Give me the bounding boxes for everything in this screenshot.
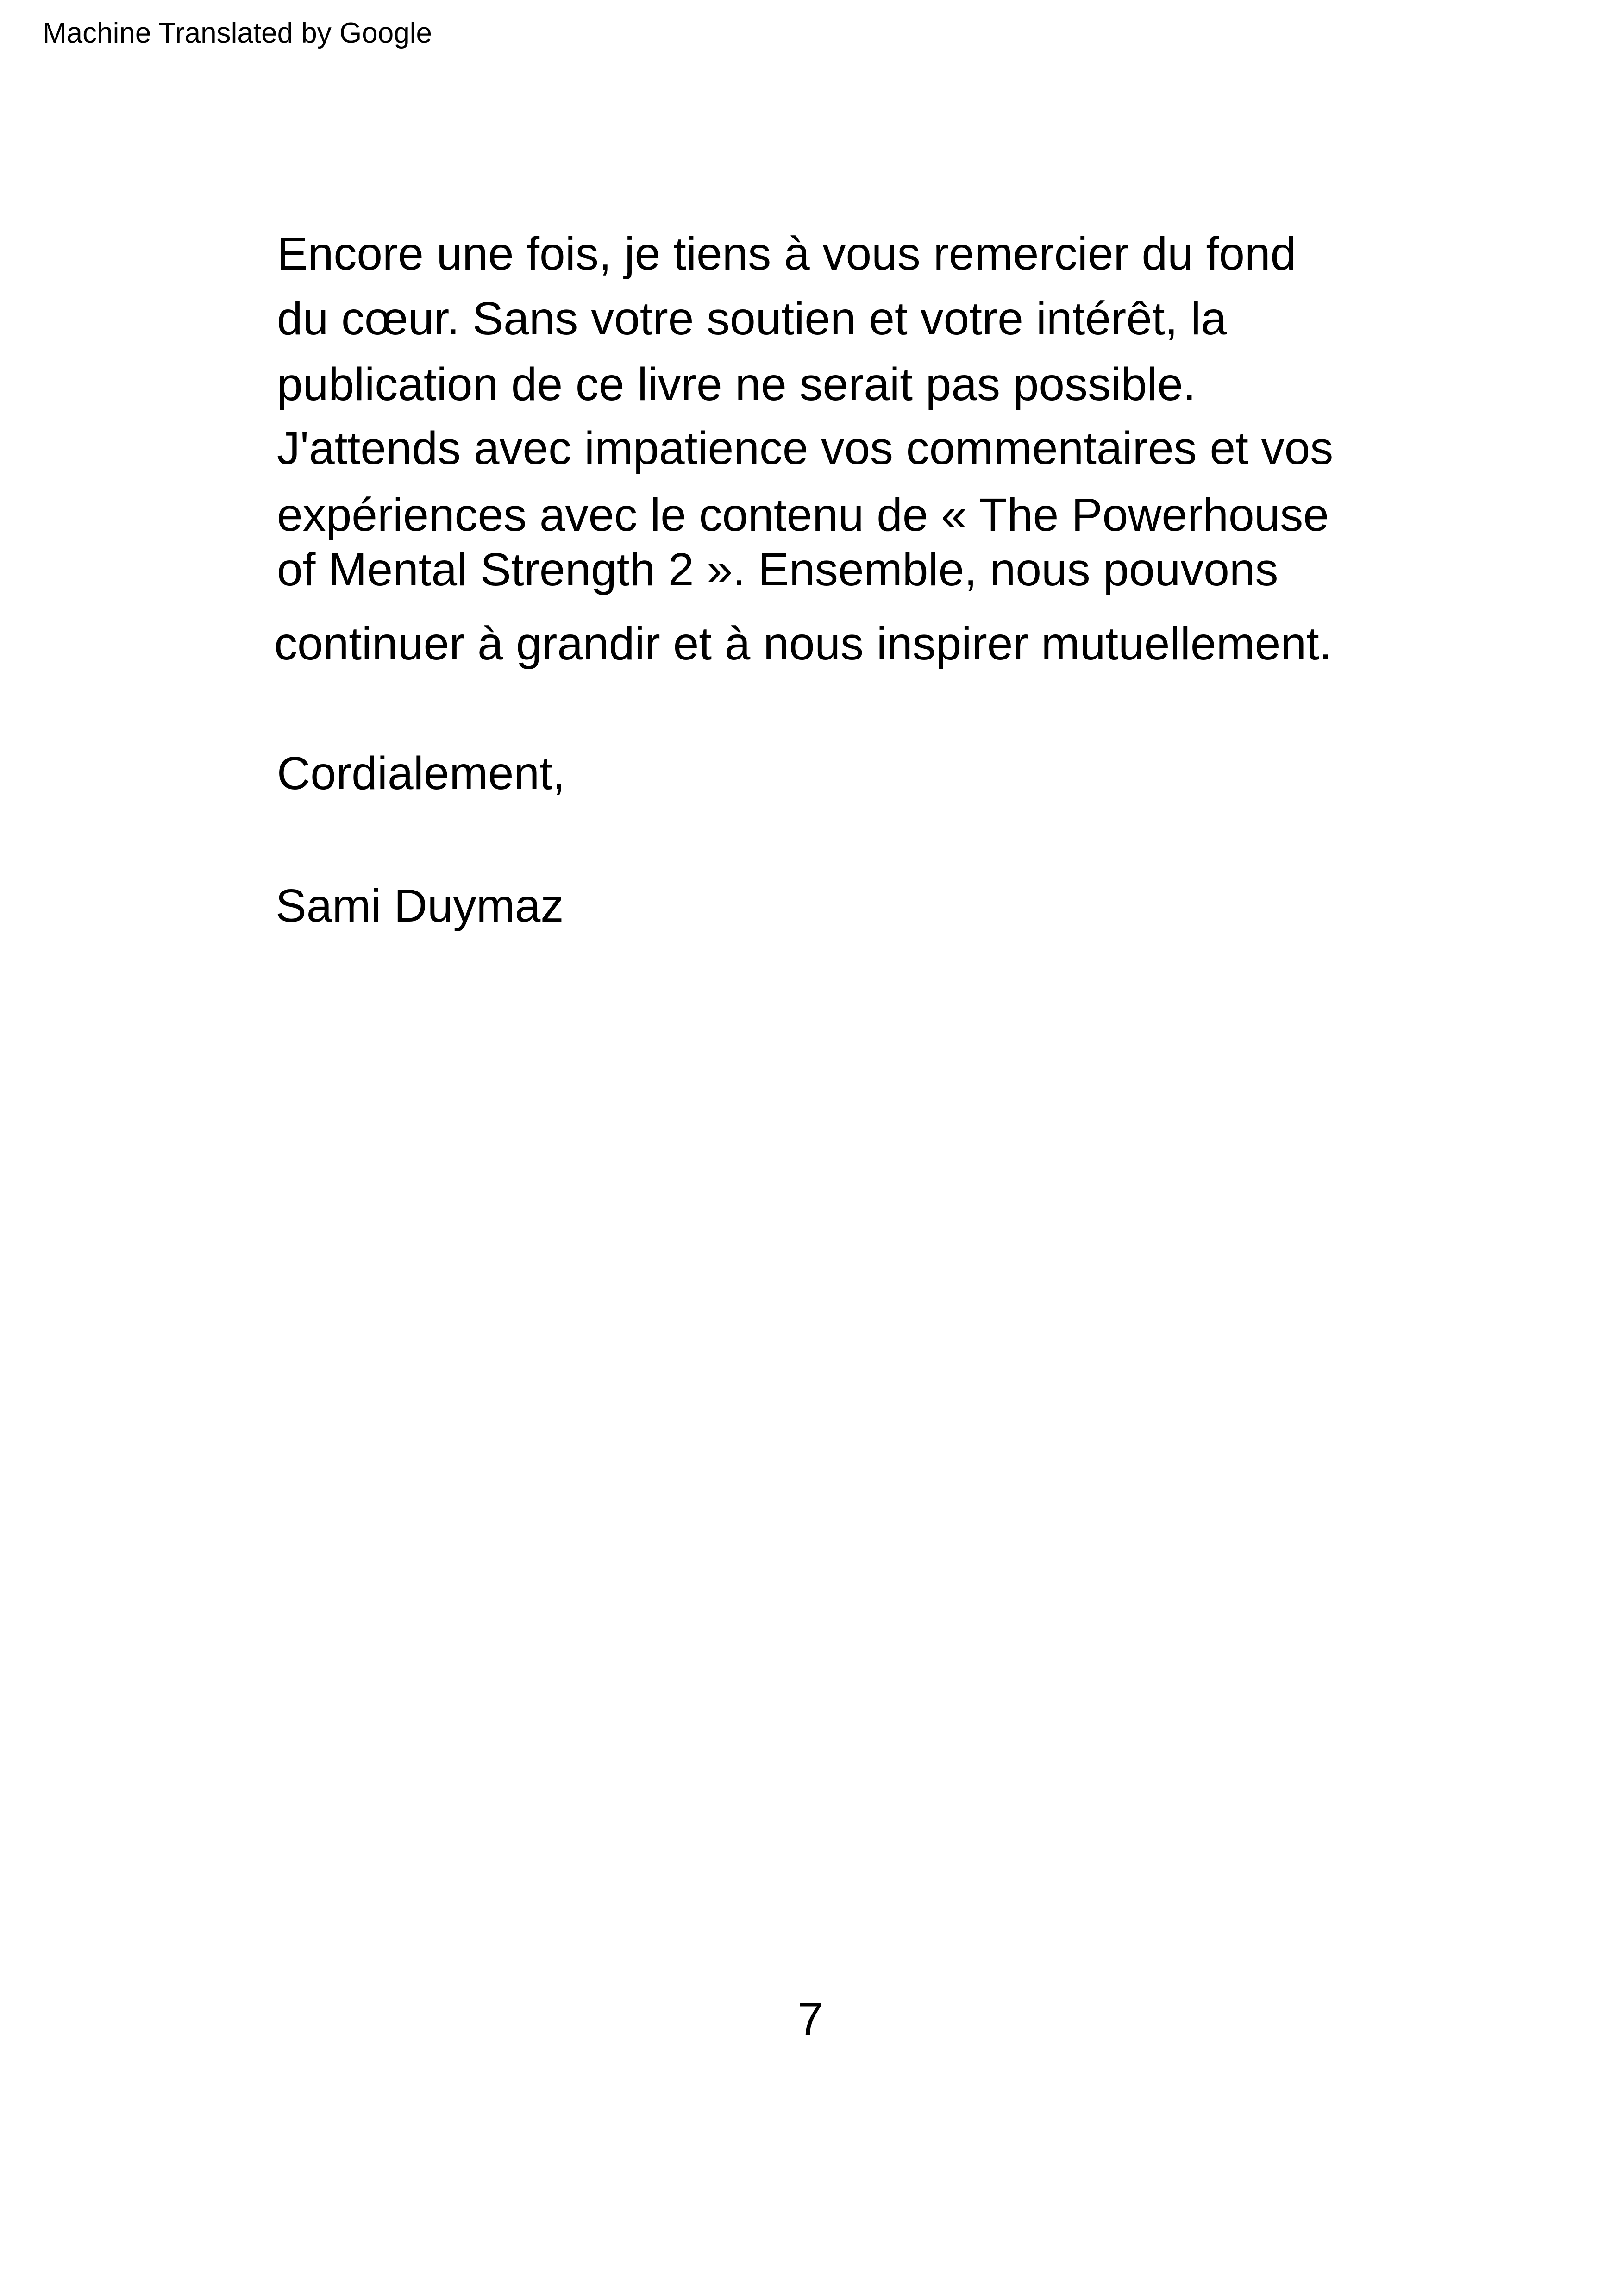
letter-line-6: of Mental Strength 2 ». Ensemble, nous pouvons — [277, 544, 1279, 596]
letter-line-1: Encore une fois, je tiens à vous remercier du fond — [277, 228, 1297, 280]
machine-translation-note: Machine Translated by Google — [43, 17, 432, 49]
letter-closing: Cordialement, — [277, 747, 565, 799]
letter-line-5: expériences avec le contenu de « The Powerhouse — [277, 489, 1329, 541]
letter-line-4: J'attends avec impatience vos commentaires et vos — [277, 422, 1334, 474]
letter-line-3: publication de ce livre ne serait pas possible. — [277, 358, 1196, 410]
page-number: 7 — [797, 1993, 823, 2045]
letter-line-2: du cœur. Sans votre soutien et votre intérêt, la — [277, 293, 1227, 345]
author-signature: Sami Duymaz — [276, 880, 564, 932]
letter-line-7: continuer à grandir et à nous inspirer mutuellement. — [274, 618, 1332, 670]
